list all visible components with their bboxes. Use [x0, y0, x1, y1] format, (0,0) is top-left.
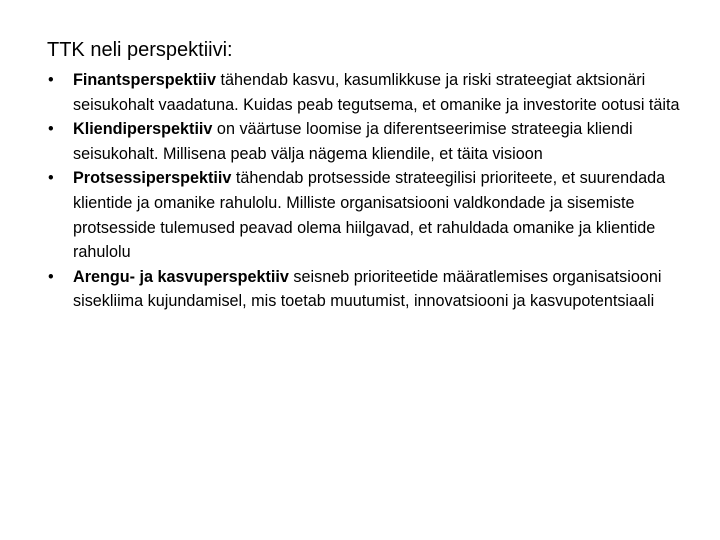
slide-title: TTK neli perspektiivi:: [47, 39, 233, 61]
bullet-text: seisneb prioriteetide määratlemises organisatsiooni sisekliima kujundamisel, mis toetab muutumist, innovatsiooni ja kasvupotentsiaali: [73, 267, 662, 311]
bullet-text: on väärtuse loomise ja diferentseerimise strateegia kliendi seisukohalt. Millisena peab välja nägema kliendile, et täita visioon: [73, 120, 633, 163]
bullet-term: Arengu- ja kasvuperspektiiv: [73, 267, 289, 286]
bullet-term: Protsessiperspektiiv: [73, 169, 232, 188]
bullet-list: [47, 68, 687, 314]
bullet-icon: •: [48, 71, 54, 89]
bullet-icon: •: [48, 267, 54, 286]
bullet-text: tähendab kasvu, kasumlikkuse ja riski strateegiat aktsionäri seisukohalt vaadatuna. Kuidas peab tegutsema, et omanike ja investorite ootusi täita: [73, 71, 680, 114]
bullet-item-finantsperspektiiv: [47, 68, 687, 117]
bullet-item-protsessiperspektiiv: [47, 166, 687, 264]
bullet-item-arengu-ja-kasvuperspektiiv: [47, 265, 687, 314]
bullet-term: Finantsperspektiiv: [73, 71, 217, 89]
bullet-icon: •: [48, 169, 54, 188]
bullet-item-kliendiperspektiiv: [47, 117, 687, 166]
bullet-term: Kliendiperspektiiv: [73, 120, 213, 139]
bullet-icon: •: [48, 120, 54, 139]
bullet-text: tähendab protsesside strateegilisi prioriteete, et suurendada klientide ja omanike rahulolu. Milliste organisatsiooni valdkondade ja sisemiste protsesside tulemused peavad olema hiilgavad, et rahuldada omanike ja klientide rahulolu: [73, 169, 666, 262]
